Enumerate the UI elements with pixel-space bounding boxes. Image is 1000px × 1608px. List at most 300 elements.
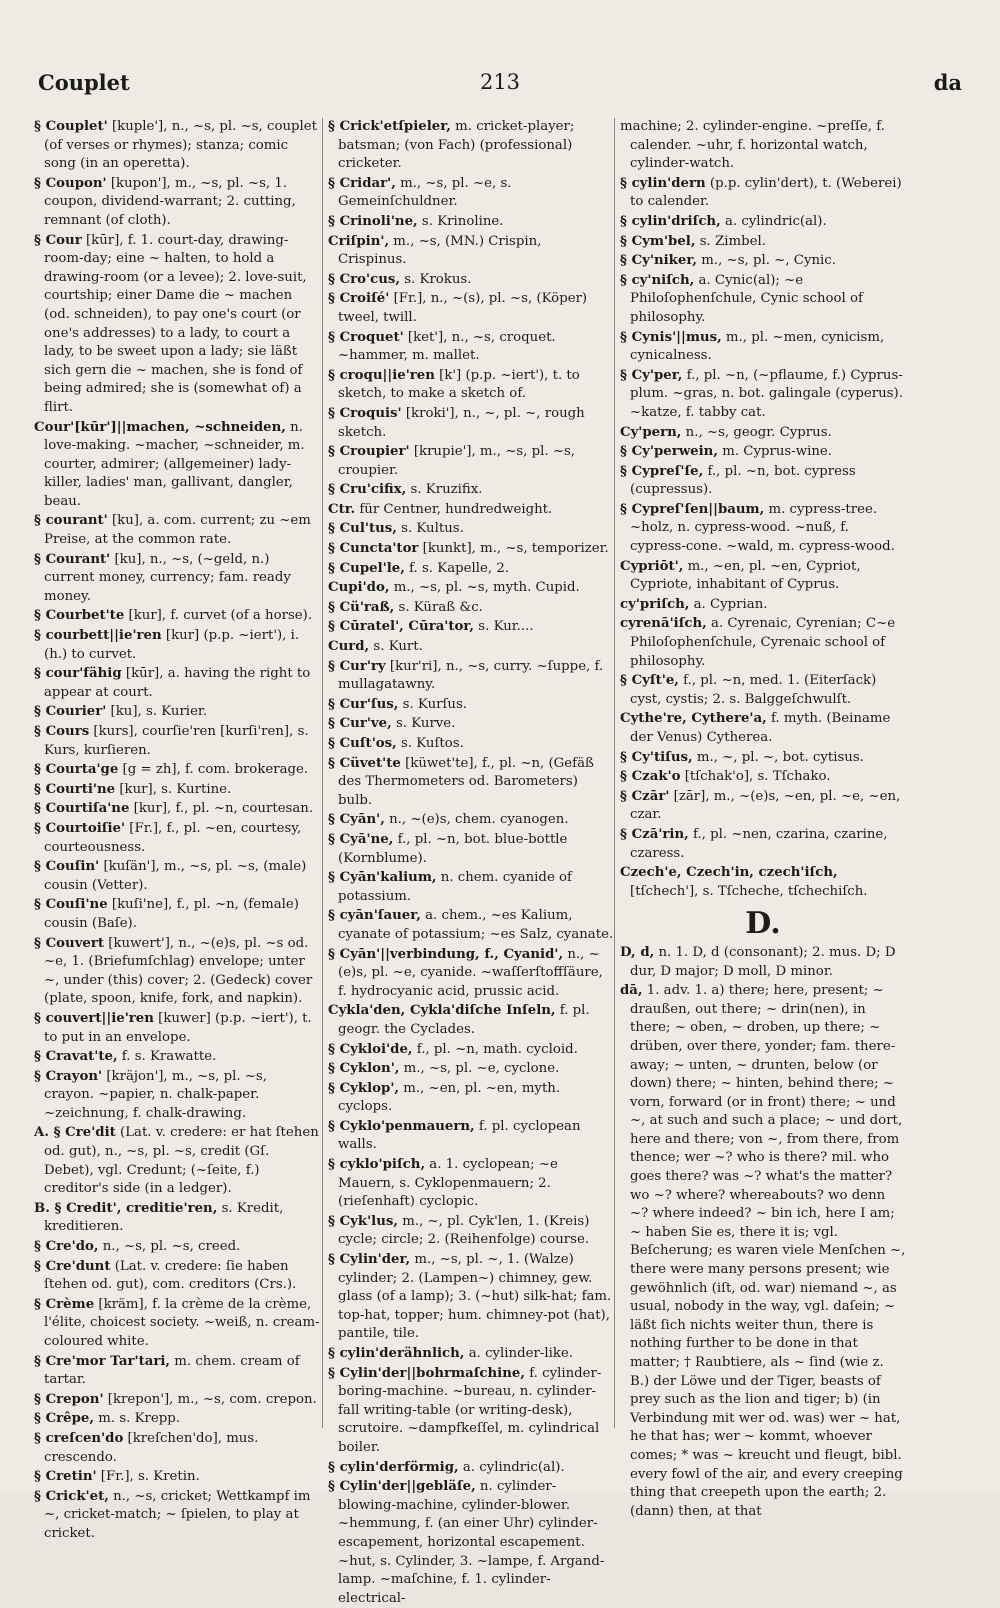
definition: s. Kruzifix. — [406, 482, 483, 498]
dictionary-entry — [328, 1002, 614, 1039]
headword: § Coupon' — [34, 175, 107, 191]
definition: [tſchech'], s. Tſcheche, tſchechiſch. — [630, 883, 868, 899]
dictionary-entry — [34, 232, 320, 418]
dictionary-entry — [34, 118, 320, 174]
dictionary-entry — [34, 1258, 320, 1295]
definition: (Lat. v. credere: er hat ſtehen od. gut), n., ~s, pl. ~s, credit (Gſ. Debet), vgl. Credunt; (~ſeite, f.) creditor's side (in a ledger). — [44, 1125, 319, 1197]
headword: § Courtiſa'ne — [34, 801, 130, 817]
dictionary-entry — [328, 1213, 614, 1250]
definition: [kur] (p.p. ~iert'), i. (h.) to curvet. — [44, 628, 300, 662]
dictionary-entry — [34, 175, 320, 231]
definition: [kur], f., pl. ~n, courtesan. — [129, 801, 314, 817]
headword: § Cuſt'os, — [328, 736, 397, 751]
headword: § Couſin' — [34, 859, 100, 875]
dictionary-entry — [34, 820, 320, 857]
dictionary-entry — [328, 869, 614, 906]
headword: B. § Credit', creditie'ren, — [34, 1200, 218, 1216]
dictionary-entry — [328, 658, 614, 695]
definition: [kuſi'ne], f., pl. ~n, (female) cousin (Baſe). — [44, 897, 299, 931]
headword: § Crick'et, — [34, 1488, 109, 1504]
dictionary-entry — [34, 1124, 320, 1198]
definition: n. cylinder-blowing-machine, cylinder-blower. ~hemmung, f. (an einer Uhr) cylinder-escapement, horizontal escapement. ~hut, s. Cylinder, 3. ~lampe, f. Argand-lamp. ~maſchine, f. 1. cylinder-electrical- — [338, 1479, 605, 1606]
headword: § Croquis' — [328, 405, 402, 421]
headword: § Cym'bel, — [620, 233, 696, 249]
headword: § Cüvet'te — [328, 755, 401, 771]
definition: m., ~en, pl. ~en, Cypriot, Cypriote, inhabitant of Cyprus. — [630, 558, 861, 593]
dictionary-entry — [620, 252, 906, 271]
definition: f., pl. ~n, bot. cypress (cupressus). — [630, 463, 856, 498]
dictionary-entry — [34, 1238, 320, 1257]
dictionary-entry — [328, 1365, 614, 1458]
headword: § Couſi'ne — [34, 897, 108, 913]
definition: [kuwert'], n., ~(e)s, pl. ~s od. ~e, 1. (Briefumſchlag) envelope; unter ~, under (this) cover; 2. (Gedeck) cover (plate, spoon, knife, fork, and napkin). — [44, 935, 313, 1007]
headword: § Couplet' — [34, 119, 108, 134]
definition: [kuſän'], m., ~s, pl. ~s, (male) cousin (Vetter). — [44, 859, 307, 893]
definition: [krepon'], m., ~s, com. crepon. — [103, 1391, 317, 1407]
definition: m. s. Krepp. — [94, 1411, 181, 1427]
headword: Cythe're, Cythere'a, — [620, 711, 767, 727]
column-3 — [620, 118, 906, 1519]
definition: [kuwer] (p.p. ~iert'), t. to put in an envelope. — [44, 1010, 312, 1045]
headword: § Cyān', — [328, 812, 385, 828]
dictionary-entry — [620, 118, 906, 174]
headword: § Cul'tus, — [328, 521, 397, 537]
definition: m., ~s, pl. ~, Cynic. — [697, 253, 836, 269]
dictionary-entry — [34, 1200, 320, 1237]
headword: § Crème — [34, 1296, 95, 1312]
definition: n., ~(e)s, chem. cyanogen. — [384, 812, 569, 828]
definition: [ku], a. com. current; zu ~em Preise, at the common rate. — [44, 513, 311, 548]
definition: s. Kurve. — [391, 716, 456, 732]
dictionary-entry — [328, 501, 614, 520]
definition: 1. adv. 1. a) there; here, present; ~ draußen, out there; ~ drin(nen), in there; ~ oben, ~ droben, up there; ~ drüben, over there, yonder; fam. there-away; ~ unten, ~ drunten, below (or down) there; ~ hinten, behind there; ~ vorn, forward (or in front) there; ~ und ~, at such and such a place; ~ und dort, here and there; von ~, from there, from thence; wer ~? who is there? mil. who goes there? was ~? what's the matter? wo ~? where? whereabouts? wo denn ~? where indeed? ~ bin ich, here I am; ~ haben Sie es, there it is; vgl. Beſcherung; es waren viele Menſchen ~, there were many persons present; wie gewöhnlich (iſt, od. war) niemand ~, as usual, nobody in the way, vgl. daſein; ~ läßt ſich nichts weiter thun, there is nothing further to be done in that matter; † Raubtiere, als ~ ſind (wie z. B.) der Löwe und der Tiger, beasts of prey such as the lion and tiger; b) (in Verbindung mit wer od. was) wer ~ hat, he that has; wer ~ kommt, whoever comes; * was ~ kreucht und fleugt, bibl. every fowl of the air, and every creeping thing that creepeth upon the earth; 2. (dann) then, at that — [630, 983, 906, 1519]
dictionary-entry — [34, 800, 320, 819]
headword: § Czak'o — [620, 769, 681, 785]
definition: [kurs], courſie'ren [kurſi'ren], s. Kurs, kurſieren. — [44, 724, 309, 758]
dictionary-entry — [34, 1488, 320, 1544]
column-1 — [34, 118, 320, 1541]
definition: f. cylinder-boring-machine. ~bureau, n. cylinder-fall writing-table (or writing-desk), scrutoire. ~dampfkeſſel, m. cylindrical boiler. — [338, 1365, 602, 1455]
dictionary-entry — [620, 272, 906, 328]
dictionary-entry — [328, 811, 614, 830]
dictionary-entry — [328, 118, 614, 174]
headword: § courbett||ie'ren — [34, 628, 162, 644]
definition: f. myth. (Beiname der Venus) Cytherea. — [630, 711, 891, 745]
headword: cy'priſch, — [620, 596, 690, 612]
headword: § Cru'cifix, — [328, 482, 407, 498]
definition: [kur'ri], n., ~s, curry. ~ſuppe, f. mullagatawny. — [338, 658, 604, 693]
headword: § Cur'ſus, — [328, 696, 399, 712]
headword: § Cyā'ne, — [328, 831, 394, 847]
definition: m. cypress-tree. ~holz, n. cypress-wood. ~nuß, f. cypress-cone. ~wald, m. cypress-wood. — [630, 501, 895, 555]
headword: § couvert||ie'ren — [34, 1010, 154, 1026]
headword: § courant' — [34, 513, 108, 529]
definition: [kräm], f. la crème de la crème, l'élite, choicest society. ~weiß, n. cream-coloured white. — [44, 1296, 320, 1349]
dictionary-entry — [620, 768, 906, 787]
headword: § Cravat'te, — [34, 1049, 118, 1065]
column-2 — [328, 118, 614, 1606]
dictionary-entry — [328, 329, 614, 366]
headword: § cylin'driſch, — [620, 213, 721, 229]
running-head-left: Couplet — [38, 70, 130, 95]
headword: § Cro'cus, — [328, 271, 400, 287]
dictionary-entry — [620, 864, 906, 901]
dictionary-entry — [328, 233, 614, 270]
dictionary-entry — [620, 501, 906, 557]
definition: f., pl. ~n, med. 1. (Eiterſack) cyst, cystis; 2. s. Balggeſchwulſt. — [630, 673, 877, 707]
dictionary-entry — [328, 1478, 614, 1608]
dictionary-entry — [34, 419, 320, 512]
headword: § Cy'tiſus, — [620, 749, 693, 765]
headword: § cylin'dern — [620, 175, 706, 191]
definition: a. Cyrenaic, Cyrenian; C~e Philoſophenſchule, Cyrenaic school of philosophy. — [630, 616, 896, 669]
dictionary-entry — [328, 755, 614, 811]
headword: § Cyān'||verbindung, f., Cyanid', — [328, 946, 564, 962]
dictionary-entry — [34, 781, 320, 800]
dictionary-entry — [620, 672, 906, 709]
definition: [Fr.], s. Kretin. — [96, 1469, 200, 1485]
headword: § Cyklop', — [328, 1080, 400, 1096]
headword: § cour'fähig — [34, 666, 122, 682]
definition: [kupon'], m., ~s, pl. ~s, 1. coupon, dividend-warrant; 2. cutting, remnant (of cloth). — [44, 175, 296, 228]
headword: D, d, — [620, 944, 655, 960]
dictionary-entry — [620, 944, 906, 981]
dictionary-entry — [328, 618, 614, 637]
definition: [ku], n., ~s, (~geld, n.) current money, currency; fam. ready money. — [44, 551, 291, 604]
definition: n., ~s, cricket; Wettkampf im ~, cricket-match; ~ ſpielen, to play at cricket. — [44, 1488, 311, 1541]
definition: a. Cynic(al); ~e Philoſophenſchule, Cynic school of philosophy. — [630, 272, 863, 325]
definition: f. pl. cyclopean walls. — [338, 1118, 581, 1153]
definition: s. Kurſus. — [398, 696, 468, 712]
headword: § Cre'mor Tar'tari, — [34, 1353, 171, 1369]
headword: § Courier' — [34, 704, 107, 720]
definition: [kuple'], n., ~s, pl. ~s, couplet (of verses or rhymes); stanza; comic song (in an operetta). — [44, 119, 317, 172]
headword: dā, — [620, 983, 643, 999]
definition: [kreſchen'do], mus. crescendo. — [44, 1430, 259, 1465]
definition: n. chem. cyanide of potassium. — [338, 870, 572, 904]
dictionary-entry — [328, 579, 614, 598]
dictionary-entry — [328, 481, 614, 500]
headword: Ctr. — [328, 501, 356, 517]
definition: [zār], m., ~(e)s, ~en, pl. ~e, ~en, czar. — [630, 788, 901, 823]
definition: f. s. Krawatte. — [117, 1049, 217, 1065]
dictionary-entry — [34, 512, 320, 549]
dictionary-entry — [328, 1459, 614, 1478]
definition: m., ~en, pl. ~en, myth. cyclops. — [338, 1080, 561, 1115]
dictionary-entry — [328, 540, 614, 559]
dictionary-entry — [328, 735, 614, 754]
definition: [kur], s. Kurtine. — [115, 781, 232, 797]
definition: s. Kuſtos. — [396, 736, 464, 751]
headword: cyrenā'iſch, — [620, 616, 707, 632]
definition: (Lat. v. credere: ſie haben ſtehen od. gut), com. creditors (Crs.). — [44, 1258, 297, 1293]
definition: n. 1. D, d (consonant); 2. mus. D; D dur, D major; D moll, D minor. — [630, 944, 896, 979]
definition: s. Kur.... — [474, 619, 534, 635]
dictionary-entry — [328, 715, 614, 734]
definition: [küwet'te], f., pl. ~n, (Gefäß des Thermometers od. Barometers) bulb. — [338, 755, 594, 808]
dictionary-entry — [328, 443, 614, 480]
headword: § creſcen'do — [34, 1430, 124, 1446]
headword: § Cylin'der||gebläſe, — [328, 1479, 476, 1495]
headword: § Courant' — [34, 551, 111, 567]
definition: a. cylindric(al). — [720, 213, 827, 229]
section-letter — [620, 906, 906, 942]
definition: m. Cyprus-wine. — [717, 444, 833, 460]
headword: § Cretin' — [34, 1469, 97, 1485]
definition: a. Cyprian. — [689, 596, 768, 612]
definition: f. pl. geogr. the Cyclades. — [338, 1003, 590, 1037]
headword: § Cy'per, — [620, 367, 683, 383]
headword: § cyklo'piſch, — [328, 1157, 426, 1173]
definition: [Fr.], n., ~(s), pl. ~s, (Köper) tweel, twill. — [338, 291, 588, 325]
definition: m., ~s, (MN.) Crispin, Crispinus. — [338, 233, 542, 268]
dictionary-entry — [34, 1068, 320, 1124]
dictionary-entry — [328, 1060, 614, 1079]
headword: § Cü'raß, — [328, 599, 395, 615]
headword: § Croupier' — [328, 444, 410, 460]
running-head-right: da — [933, 70, 962, 95]
headword: § cyān'ſauer, — [328, 908, 421, 924]
headword: § Cre'do, — [34, 1239, 99, 1255]
headword: § Courbet'te — [34, 608, 125, 624]
definition: s. Krinoline. — [417, 213, 504, 229]
dictionary-entry — [620, 558, 906, 595]
definition: f., pl. ~n, bot. blue-bottle (Kornblume). — [338, 831, 568, 866]
dictionary-entry — [328, 696, 614, 715]
definition: (p.p. cylin'dert), t. (Weberei) to calender. — [630, 175, 902, 210]
headword: § Czā'rin, — [620, 826, 689, 842]
definition: [Fr.], f., pl. ~en, courtesy, courteousness. — [44, 820, 302, 855]
headword: § Cy'perwein, — [620, 444, 718, 460]
dictionary-entry — [620, 233, 906, 252]
headword: § Cuncta'tor — [328, 541, 419, 557]
definition: [ku], s. Kurier. — [106, 704, 208, 720]
dictionary-entry — [620, 596, 906, 615]
headword: Cypriōt', — [620, 558, 684, 574]
page-number: 213 — [479, 70, 521, 94]
definition: a. cylindric(al). — [458, 1459, 565, 1475]
dictionary-entry — [34, 1391, 320, 1410]
dictionary-entry — [328, 520, 614, 539]
headword: Cykla'den, Cykla'diſche Inſeln, — [328, 1003, 556, 1019]
definition: n. love-making. ~macher, ~schneider, m. courter, admirer; (allgemeiner) lady-killer, ladies' man, gallivant, dangler, beau. — [44, 419, 305, 509]
headword: D. — [745, 906, 781, 942]
headword: Cupi'do, — [328, 580, 390, 596]
definition: machine; 2. cylinder-engine. ~preſſe, f. calender. ~uhr, f. horizontal watch, cylinder-watch. — [620, 119, 885, 172]
definition: m., ~s, pl. ~e, s. Gemeinſchuldner. — [338, 175, 512, 210]
definition: f., pl. ~n, (~pflaume, f.) Cyprus-plum. ~gras, n. bot. galingale (cyperus). ~katze, f. tabby cat. — [630, 367, 903, 420]
headword: Cour'[kūr']||machen, ~schneiden, — [34, 419, 286, 435]
dictionary-entry — [34, 935, 320, 1009]
definition: s. Küraß &c. — [394, 599, 483, 615]
dictionary-entry — [34, 1468, 320, 1487]
dictionary-entry — [328, 290, 614, 327]
dictionary-entry — [328, 213, 614, 232]
headword: § Crayon' — [34, 1068, 103, 1084]
headword: § Crinoli'ne, — [328, 213, 418, 229]
dictionary-entry — [34, 1010, 320, 1047]
headword: § cylin'derförmig, — [328, 1459, 459, 1475]
dictionary-entry — [620, 175, 906, 212]
definition: s. Krokus. — [400, 271, 472, 287]
definition: [kur], f. curvet (of a horse). — [124, 608, 313, 624]
headword: § Cypreſ'ſe, — [620, 463, 704, 479]
dictionary-entry — [328, 1156, 614, 1212]
definition: a. cylinder-like. — [464, 1346, 573, 1361]
headword: § Cyſt'e, — [620, 673, 679, 689]
headword: § Croiſé' — [328, 291, 390, 307]
dictionary-entry — [328, 271, 614, 290]
dictionary-entry — [328, 1251, 614, 1344]
headword: Curd, — [328, 639, 370, 655]
definition: [krupie'], m., ~s, pl. ~s, croupier. — [338, 444, 576, 478]
headword: Cy'pern, — [620, 424, 682, 440]
definition: m., ~, pl. ~, bot. cytisus. — [692, 749, 864, 765]
headword: § Croquet' — [328, 329, 404, 345]
dictionary-entry — [328, 175, 614, 212]
definition: m., pl. ~men, cynicism, cynicalness. — [630, 329, 885, 364]
dictionary-entry — [328, 638, 614, 657]
definition: [kūr], f. 1. court-day, drawing-room-day; eine ~ halten, to hold a drawing-room (or a levee); 2. love-suit, courtship; einer Dame die ~ machen (od. schneiden), to pay one's court (or one's addresses) to a lady, to court a lady, to be sweet upon a lady; sie läßt sich gern die ~ machen, she is fond of being admired; she is (somewhat of) a flirt. — [44, 232, 307, 415]
headword: § Courti'ne — [34, 781, 116, 797]
headword: § cy'niſch, — [620, 272, 695, 288]
headword: A. § Cre'dit — [34, 1125, 116, 1141]
definition: [kroki'], n., ~, pl. ~, rough sketch. — [338, 405, 585, 440]
headword: § cylin'derähnlich, — [328, 1346, 465, 1361]
column-divider — [614, 118, 615, 1428]
definition: s. Kultus. — [396, 521, 464, 537]
definition: f., pl. ~n, math. cycloid. — [412, 1041, 578, 1057]
definition: m., ~s, pl. ~s, myth. Cupid. — [389, 580, 580, 596]
dictionary-entry — [328, 831, 614, 868]
headword: Czech'e, Czech'in, czech'iſch, — [620, 865, 838, 881]
headword: § Cre'dunt — [34, 1258, 111, 1274]
dictionary-entry — [328, 560, 614, 579]
definition: [kunkt], m., ~s, temporizer. — [418, 541, 609, 557]
dictionary-entry — [34, 723, 320, 760]
definition: [kūr], a. having the right to appear at court. — [44, 666, 311, 700]
headword: § Cours — [34, 724, 90, 739]
dictionary-entry — [620, 710, 906, 747]
headword: § Cylin'der||bohrmaſchine, — [328, 1365, 525, 1381]
dictionary-entry — [34, 551, 320, 607]
dictionary-entry — [620, 213, 906, 232]
headword: § croqu||ie'ren — [328, 367, 435, 383]
headword: § Cridar', — [328, 175, 396, 191]
dictionary-entry — [620, 788, 906, 825]
definition: s. Zimbel. — [695, 233, 766, 249]
definition: [tſchak'o], s. Tſchako. — [680, 769, 831, 785]
definition: [g = zh], f. com. brokerage. — [118, 762, 309, 778]
headword: Criſpin', — [328, 233, 390, 249]
definition: s. Kredit, kreditieren. — [44, 1200, 284, 1235]
dictionary-entry — [620, 982, 906, 1521]
dictionary-entry — [34, 607, 320, 626]
headword: § Cyk'lus, — [328, 1213, 399, 1229]
dictionary-entry — [620, 749, 906, 768]
headword: § Czār' — [620, 788, 670, 804]
dictionary-entry — [328, 1345, 614, 1364]
dictionary-entry — [328, 907, 614, 944]
dictionary-entry — [34, 1430, 320, 1467]
dictionary-entry — [620, 367, 906, 423]
dictionary-entry — [328, 946, 614, 1002]
dictionary-entry — [328, 599, 614, 618]
dictionary-entry — [328, 405, 614, 442]
headword: § Cūratel', Cūra'tor, — [328, 619, 475, 635]
column-divider — [322, 118, 323, 1428]
dictionary-entry — [328, 1118, 614, 1155]
dictionary-entry — [620, 443, 906, 462]
dictionary-entry — [620, 826, 906, 863]
definition: n., ~s, geogr. Cyprus. — [681, 424, 832, 440]
definition: m., ~, pl. Cyk'len, 1. (Kreis) cycle; circle; 2. (Reihenfolge) course. — [338, 1213, 590, 1248]
dictionary-entry — [328, 367, 614, 404]
headword: § Cupel'le, — [328, 560, 405, 576]
dictionary-entry — [34, 896, 320, 933]
dictionary-entry — [34, 761, 320, 780]
definition: a. chem., ~es Kalium, cyanate of potassium; ~es Salz, cyanate. — [338, 908, 614, 942]
definition: m., ~s, pl. ~e, cyclone. — [399, 1061, 560, 1077]
headword: § Cyklon', — [328, 1061, 400, 1077]
headword: § Cylin'der, — [328, 1252, 411, 1268]
headword: § Couvert — [34, 935, 105, 951]
dictionary-entry — [620, 463, 906, 500]
headword: § Cur'ry — [328, 658, 386, 674]
definition: n., ~(e)s, pl. ~e, cyanide. ~waſſerſtoffſäure, f. hydrocyanic acid, prussic acid. — [338, 946, 603, 999]
dictionary-entry — [620, 615, 906, 671]
headword: § Cyklo'penmauern, — [328, 1118, 475, 1134]
definition: für Centner, hundredweight. — [355, 501, 553, 517]
headword: § Courta'ge — [34, 762, 119, 778]
definition: m., ~s, pl. ~, 1. (Walze) cylinder; 2. (Lampen~) chimney, gew. glass (of a lamp); 3. (~hut) silk-hat; fam. top-hat, topper; hum. chimney-pot (hat), pantile, tile. — [338, 1252, 612, 1342]
dictionary-entry — [34, 703, 320, 722]
dictionary-entry — [328, 1080, 614, 1117]
dictionary-entry — [620, 329, 906, 366]
headword: § Cour — [34, 232, 82, 248]
headword: § Cur've, — [328, 716, 392, 732]
definition: [ket'], n., ~s, croquet. ~hammer, m. mallet. — [338, 329, 556, 364]
headword: § Cyān'kalium, — [328, 870, 437, 886]
headword: § Cynis'||mus, — [620, 329, 722, 345]
definition: [k'] (p.p. ~iert'), t. to sketch, to make a sketch of. — [338, 367, 580, 402]
definition: m. cricket-player; batsman; (von Fach) (professional) cricketer. — [338, 119, 575, 172]
definition: s. Kurt. — [369, 639, 423, 655]
definition: [kräjon'], m., ~s, pl. ~s, crayon. ~papier, n. chalk-paper. ~zeichnung, f. chalk-drawing. — [44, 1068, 267, 1121]
headword: § Crepon' — [34, 1391, 104, 1407]
dictionary-entry — [34, 627, 320, 664]
dictionary-entry — [34, 1410, 320, 1429]
dictionary-entry — [34, 1296, 320, 1352]
dictionary-entry — [34, 1048, 320, 1067]
headword: § Cykloi'de, — [328, 1041, 413, 1057]
page-header — [38, 70, 962, 98]
headword: § Crêpe, — [34, 1411, 95, 1427]
headword: § Crick'etſpieler, — [328, 119, 451, 134]
definition: m. chem. cream of tartar. — [44, 1353, 300, 1388]
definition: f., pl. ~nen, czarina, czarine, czaress. — [630, 826, 888, 861]
dictionary-entry — [34, 858, 320, 895]
definition: n., ~s, pl. ~s, creed. — [98, 1239, 241, 1255]
definition: a. 1. cyclopean; ~e Mauern, s. Cyklopenmauern; 2. (rieſenhaft) cyclopic. — [338, 1157, 558, 1210]
headword: § Cy'niker, — [620, 253, 698, 269]
dictionary-entry — [34, 1353, 320, 1390]
dictionary-entry — [620, 424, 906, 443]
dictionary-entry — [328, 1041, 614, 1060]
headword: § Cypreſ'ſen||baum, — [620, 501, 765, 517]
definition: f. s. Kapelle, 2. — [404, 560, 510, 576]
dictionary-entry — [34, 665, 320, 702]
